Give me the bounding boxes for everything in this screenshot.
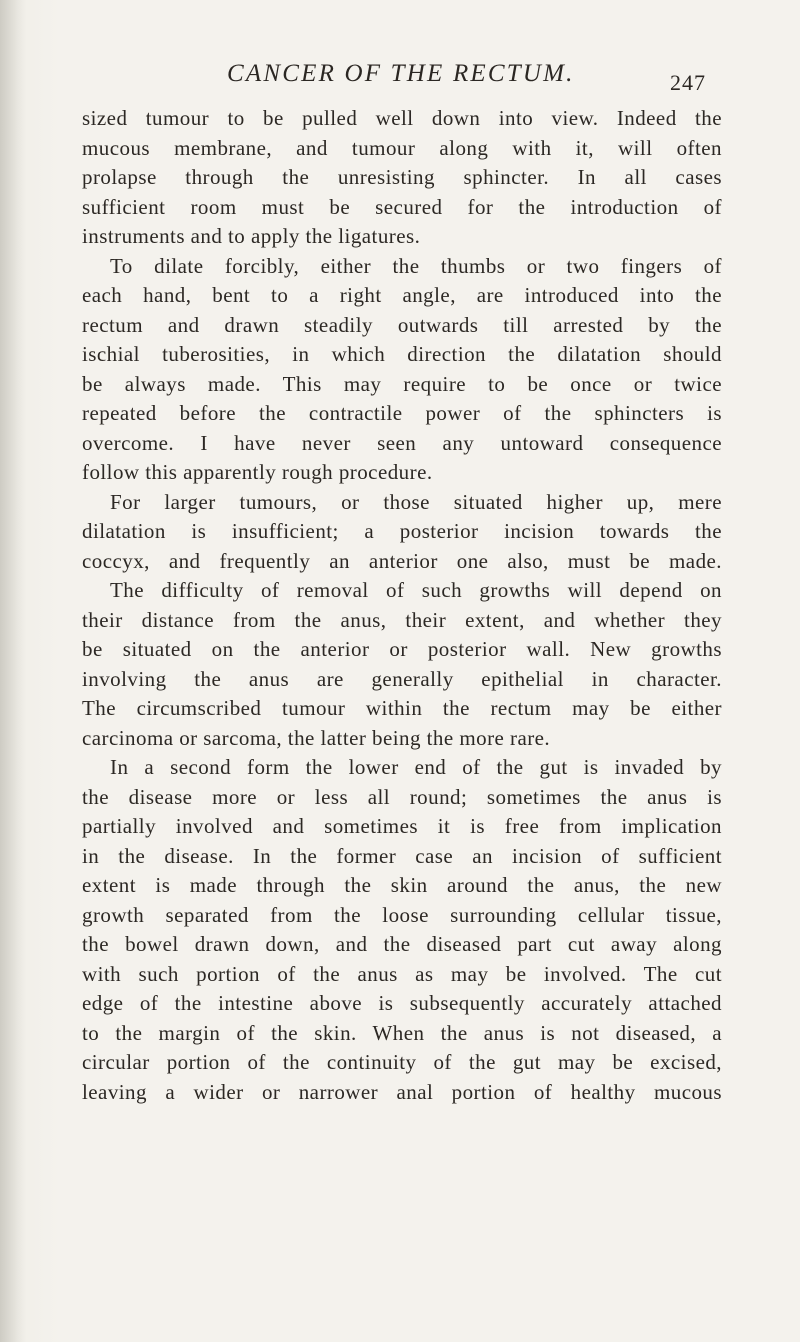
- text-line: rectum and drawn steadily outwards till arrested by the: [82, 312, 722, 337]
- text-line: ischial tuberosities, in which direction the dilatation should: [82, 342, 722, 366]
- text-line: overcome. I have never seen any untoward consequence: [82, 430, 722, 455]
- binding-gutter-shadow: [0, 0, 26, 1342]
- text-line: involving the anus are generally epithelial in character.: [82, 666, 722, 691]
- text-line: follow this apparently rough procedure.: [82, 460, 433, 484]
- text-line: their distance from the anus, their extent, and whether they: [82, 607, 722, 632]
- text-line: carcinoma or sarcoma, the latter being the more rare.: [82, 725, 551, 750]
- text-line: with such portion of the anus as may be involved. The cut: [82, 961, 722, 986]
- text-line: instruments and to apply the ligatures.: [82, 224, 421, 248]
- text-line: the disease more or less all round; sometimes the anus is: [82, 784, 722, 809]
- text-line: circular portion of the continuity of the gut may be excised,: [82, 1050, 722, 1074]
- text-line: For larger tumours, or those situated higher up, mere: [110, 489, 722, 514]
- text-line: each hand, bent to a right angle, are introduced into the: [82, 283, 722, 307]
- text-line: leaving a wider or narrower anal portion of healthy mucous: [82, 1079, 722, 1104]
- text-line: The circumscribed tumour within the rectum may be either: [82, 696, 722, 720]
- page-number: 247: [670, 70, 706, 95]
- text-line: dilatation is insufficient; a posterior incision towards the: [82, 519, 722, 543]
- text-line: prolapse through the unresisting sphincter. In all cases: [82, 165, 722, 189]
- text-line: In a second form the lower end of the gut is invaded by: [110, 755, 722, 779]
- text-line: To dilate forcibly, either the thumbs or two fingers of: [110, 253, 722, 278]
- text-line: be situated on the anterior or posterior wall. New growths: [82, 637, 722, 661]
- text-line: The difficulty of removal of such growths will depend on: [110, 578, 722, 602]
- text-line: repeated before the contractile power of the sphincters is: [82, 401, 722, 425]
- running-title: CANCER OF THE RECTUM.: [227, 60, 575, 87]
- body-text: [82, 104, 722, 1107]
- text-line: edge of the intestine above is subsequently accurately attached: [82, 991, 722, 1015]
- text-line: growth separated from the loose surrounding cellular tissue,: [82, 902, 722, 927]
- text-line: sized tumour to be pulled well down into view. Indeed the: [82, 106, 722, 130]
- running-head: [0, 58, 800, 98]
- text-line: the bowel drawn down, and the diseased part cut away along: [82, 932, 722, 956]
- text-line: to the margin of the skin. When the anus is not diseased, a: [82, 1020, 722, 1045]
- text-line: be always made. This may require to be once or twice: [82, 371, 722, 396]
- text-line: coccyx, and frequently an anterior one also, must be made.: [82, 548, 722, 573]
- text-line: in the disease. In the former case an incision of sufficient: [82, 843, 722, 868]
- text-line: sufficient room must be secured for the introduction of: [82, 194, 722, 219]
- text-line: partially involved and sometimes it is free from implication: [82, 814, 722, 838]
- text-line: mucous membrane, and tumour along with it, will often: [82, 135, 722, 160]
- text-line: extent is made through the skin around the anus, the new: [82, 873, 722, 897]
